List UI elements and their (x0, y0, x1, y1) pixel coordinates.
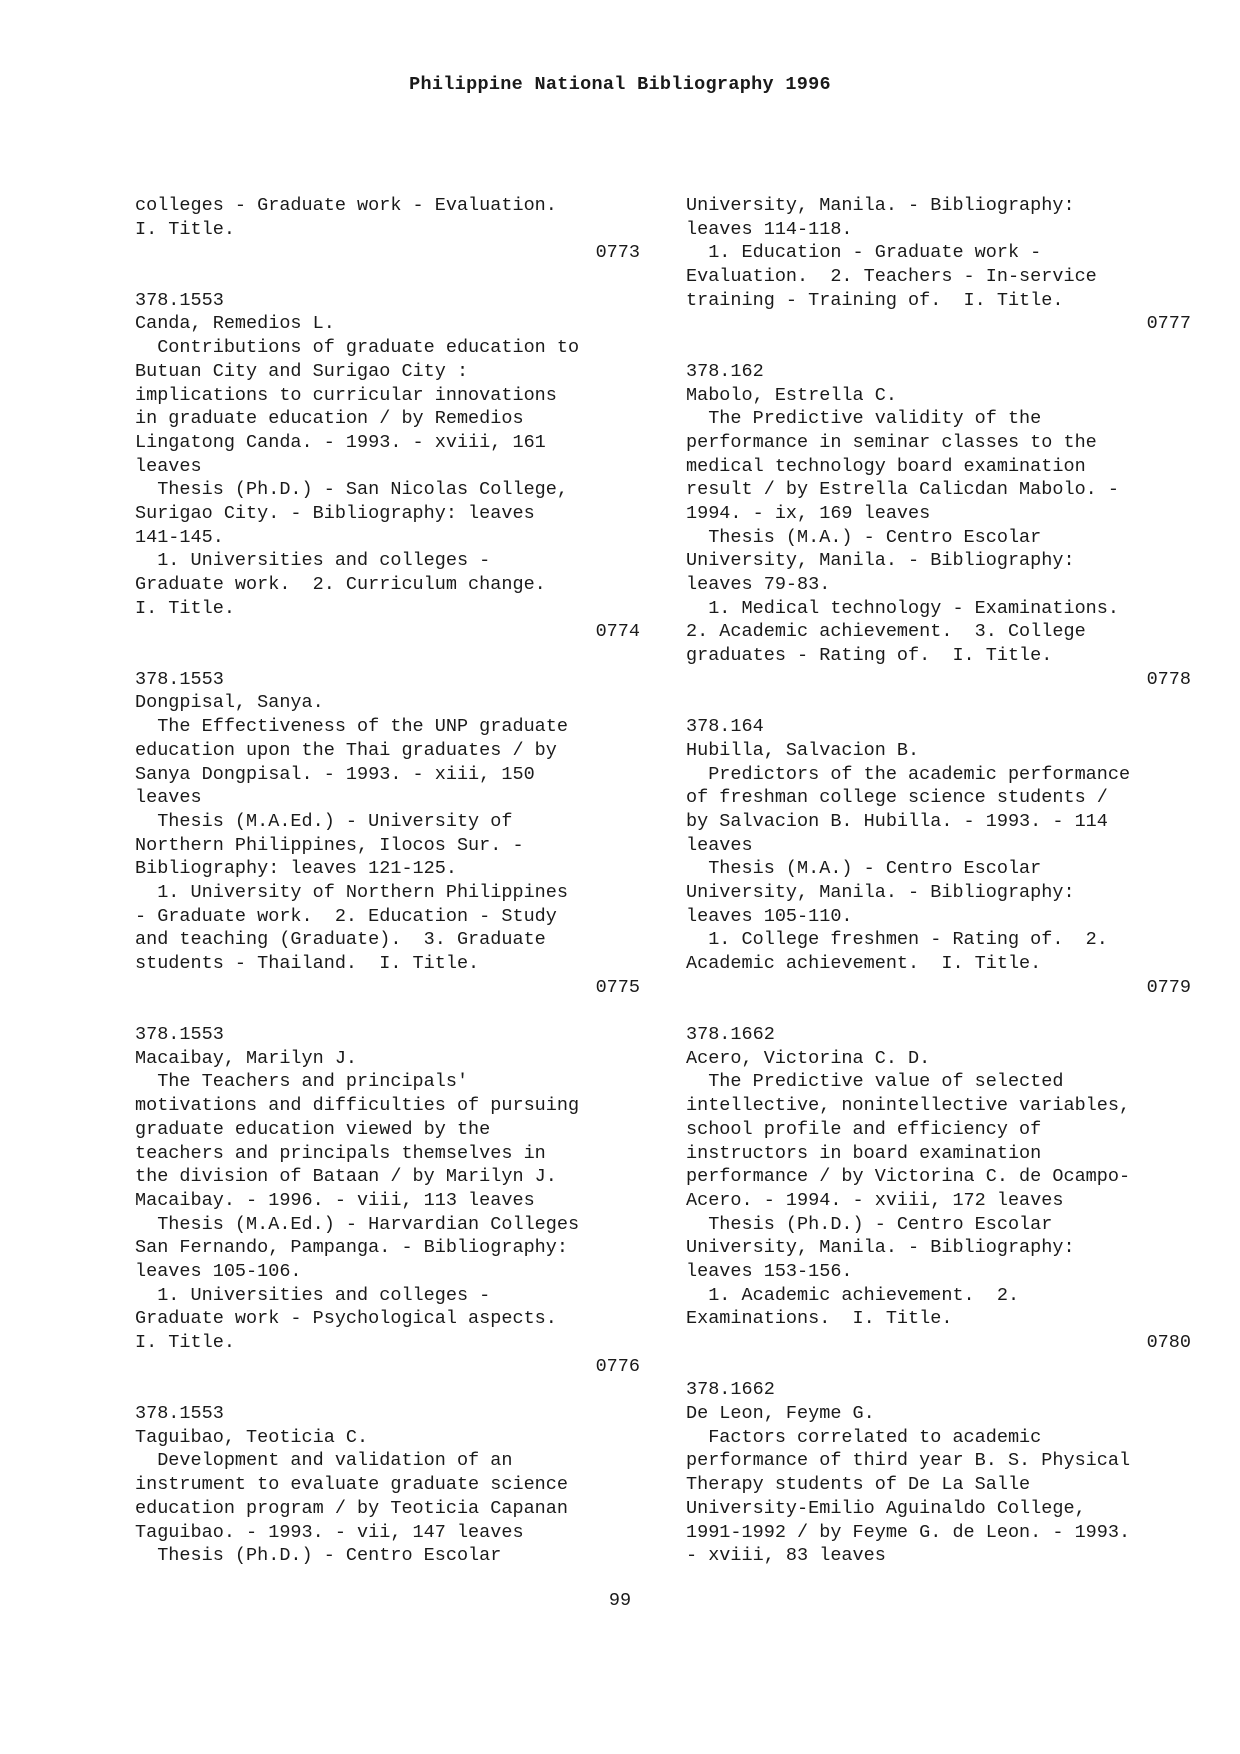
text-line (135, 1378, 640, 1402)
text-line: graduate education viewed by the (135, 1118, 491, 1140)
text-line: I. Title. (135, 597, 235, 619)
text-line: 1. Academic achievement. 2. (686, 1284, 1020, 1306)
entry-number: 0777 (1146, 313, 1191, 335)
text-line: Predictors of the academic performance (686, 763, 1131, 785)
text-line: 1. Medical technology - Examinations. (686, 597, 1119, 619)
text-line: Development and validation of an (135, 1450, 513, 1472)
text-line: - Graduate work. 2. Education - Study (135, 905, 557, 927)
text-line: Examinations. I. Title. (686, 1308, 953, 1330)
entry-number: 0779 (1146, 976, 1191, 998)
text-line (135, 999, 640, 1023)
entry-number: 0774 (595, 621, 640, 643)
text-line: 1991-1992 / by Feyme G. de Leon. - 1993. (686, 1521, 1131, 1543)
text-line: Macaibay. - 1996. - viii, 113 leaves (135, 1189, 535, 1211)
text-line: 378.1553 (135, 289, 224, 311)
text-line: 378.162 (686, 360, 764, 382)
text-line: 378.1662 (686, 1024, 775, 1046)
text-line: I. Title. (135, 218, 235, 240)
text-line: Butuan City and Surigao City : (135, 360, 469, 382)
text-line: Acero. - 1994. - xviii, 172 leaves (686, 1189, 1064, 1211)
text-line: training - Training of. I. Title. (686, 289, 1064, 311)
text-line: Hubilla, Salvacion B. (686, 739, 920, 761)
text-line: in graduate education / by Remedios (135, 408, 524, 430)
page-number: 99 (608, 1590, 632, 1611)
text-line: Thesis (M.A.Ed.) - Harvardian Colleges (135, 1213, 580, 1235)
text-line: Evaluation. 2. Teachers - In-service (686, 266, 1097, 288)
text-line: Thesis (Ph.D.) - Centro Escolar (686, 1213, 1053, 1235)
text-line: Academic achievement. I. Title. (686, 953, 1042, 974)
entry-number: 0778 (1146, 668, 1191, 690)
text-line: University, Manila. - Bibliography: (686, 550, 1075, 572)
text-line: teachers and principals themselves in (135, 1142, 546, 1164)
entry-number: 0776 (595, 1355, 640, 1377)
text-line: The Effectiveness of the UNP graduate (135, 716, 568, 738)
text-line: Graduate work - Psychological aspects. (135, 1308, 557, 1330)
text-line: leaves 79-83. (686, 574, 831, 595)
right-column (686, 194, 1191, 1568)
text-line: The Predictive validity of the (686, 408, 1042, 430)
text-line: Thesis (Ph.D.) - Centro Escolar (135, 1545, 502, 1567)
text-line: leaves (686, 834, 753, 856)
text-line: instructors in board examination (686, 1142, 1042, 1164)
text-line: Graduate work. 2. Curriculum change. (135, 574, 546, 595)
text-line: motivations and difficulties of pursuing (135, 1095, 580, 1117)
text-line: San Fernando, Pampanga. - Bibliography: (135, 1237, 568, 1259)
entry-number: 0773 (595, 242, 640, 264)
text-line: and teaching (Graduate). 3. Graduate (135, 929, 546, 951)
text-line: Acero, Victorina C. D. (686, 1047, 931, 1069)
text-line: Mabolo, Estrella C. (686, 384, 897, 406)
text-line: Northern Philippines, Ilocos Sur. - (135, 834, 524, 856)
text-line: leaves (135, 787, 202, 809)
text-line: education program / by Teoticia Capanan (135, 1497, 568, 1519)
text-line: I. Title. (135, 1332, 235, 1353)
text-line: Sanya Dongpisal. - 1993. - xiii, 150 (135, 763, 535, 785)
text-line: the division of Bataan / by Marilyn J. (135, 1166, 557, 1188)
text-line: leaves 105-106. (135, 1260, 302, 1282)
text-line (135, 644, 640, 668)
text-line: 141-145. (135, 526, 224, 548)
text-line: 1. Education - Graduate work - (686, 242, 1042, 264)
text-line: Thesis (M.A.Ed.) - University of (135, 810, 513, 832)
text-line: colleges - Graduate work - Evaluation. (135, 195, 557, 216)
text-line: Bibliography: leaves 121-125. (135, 858, 457, 880)
text-line: - xviii, 83 leaves (686, 1545, 886, 1567)
text-line: performance of third year B. S. Physical (686, 1450, 1131, 1472)
text-line: The Teachers and principals' (135, 1071, 469, 1093)
text-line: University, Manila. - Bibliography: (686, 195, 1075, 216)
text-line: 1. Universities and colleges - (135, 1284, 491, 1306)
text-line: education upon the Thai graduates / by (135, 739, 557, 761)
text-line: 378.1553 (135, 1403, 224, 1425)
text-line: leaves (135, 455, 202, 477)
text-line: performance / by Victorina C. de Ocampo- (686, 1166, 1131, 1188)
entry-number: 0775 (595, 976, 640, 998)
text-line: Contributions of graduate education to (135, 337, 580, 359)
text-line: Macaibay, Marilyn J. (135, 1047, 358, 1069)
text-line: Thesis (M.A.) - Centro Escolar (686, 526, 1042, 548)
text-line: 378.1662 (686, 1379, 775, 1401)
text-line: 2. Academic achievement. 3. College (686, 621, 1086, 643)
text-line (686, 691, 1191, 715)
text-line: Thesis (Ph.D.) - San Nicolas College, (135, 479, 568, 501)
text-line: graduates - Rating of. I. Title. (686, 645, 1053, 667)
text-line: 1994. - ix, 169 leaves (686, 502, 931, 524)
text-line: medical technology board examination (686, 455, 1086, 477)
text-line: students - Thailand. I. Title. (135, 953, 480, 974)
text-line: 378.1553 (135, 668, 224, 690)
text-line: Canda, Remedios L. (135, 313, 335, 335)
text-line: University-Emilio Aguinaldo College, (686, 1497, 1086, 1519)
text-line: performance in seminar classes to the (686, 431, 1097, 453)
text-line (686, 999, 1191, 1023)
text-line: Lingatong Canda. - 1993. - xviii, 161 (135, 431, 546, 453)
text-line: Therapy students of De La Salle (686, 1474, 1031, 1496)
text-line: Factors correlated to academic (686, 1426, 1042, 1448)
text-line: instrument to evaluate graduate science (135, 1474, 568, 1496)
text-line: Taguibao. - 1993. - vii, 147 leaves (135, 1521, 524, 1543)
text-line: The Predictive value of selected (686, 1071, 1064, 1093)
text-line (135, 265, 640, 289)
text-line: of freshman college science students / (686, 787, 1108, 809)
text-line: 378.1553 (135, 1024, 224, 1046)
text-line (686, 1355, 1191, 1379)
text-line: 1. University of Northern Philippines (135, 881, 568, 903)
text-line: 1. Universities and colleges - (135, 550, 491, 572)
text-line: University, Manila. - Bibliography: (686, 881, 1075, 903)
text-line: implications to curricular innovations (135, 384, 557, 406)
text-line: Thesis (M.A.) - Centro Escolar (686, 858, 1042, 880)
text-line: 1. College freshmen - Rating of. 2. (686, 929, 1108, 951)
text-line: 378.164 (686, 716, 764, 738)
text-line: De Leon, Feyme G. (686, 1403, 875, 1425)
text-line: intellective, nonintellective variables, (686, 1095, 1131, 1117)
text-line: leaves 114-118. (686, 218, 853, 240)
text-line: University, Manila. - Bibliography: (686, 1237, 1075, 1259)
text-line: Dongpisal, Sanya. (135, 692, 324, 714)
text-line: leaves 153-156. (686, 1260, 853, 1282)
text-line: result / by Estrella Calicdan Mabolo. - (686, 479, 1119, 501)
entry-number: 0780 (1146, 1332, 1191, 1353)
text-line: Surigao City. - Bibliography: leaves (135, 502, 535, 524)
text-line: by Salvacion B. Hubilla. - 1993. - 114 (686, 810, 1108, 832)
text-line: school profile and efficiency of (686, 1118, 1042, 1140)
text-line: leaves 105-110. (686, 905, 853, 927)
text-line (686, 336, 1191, 360)
left-column (135, 194, 640, 1568)
page-header-title: Philippine National Bibliography 1996 (409, 74, 831, 95)
text-line: Taguibao, Teoticia C. (135, 1426, 369, 1448)
